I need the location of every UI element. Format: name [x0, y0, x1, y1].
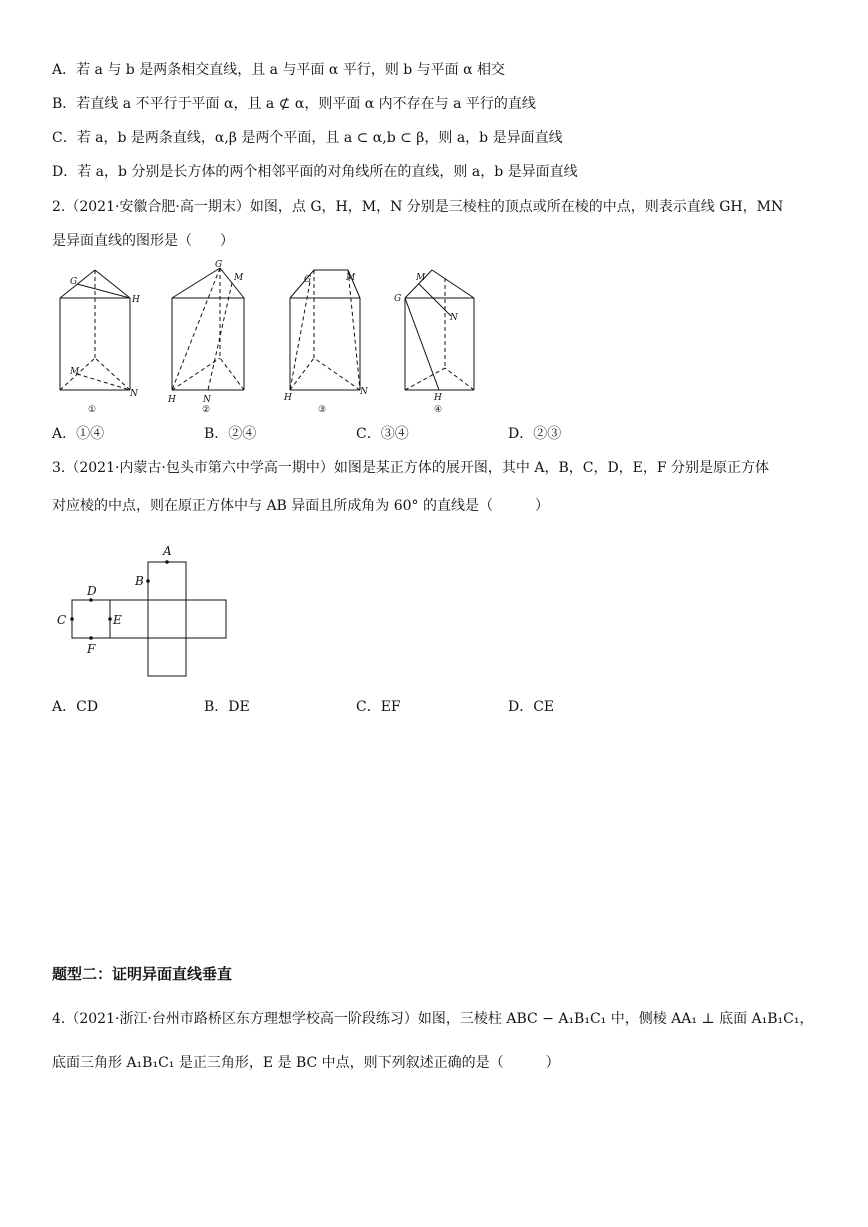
- q2-option-d: D．②③: [508, 426, 562, 442]
- q4-stem-line1: 4.（2021·浙江·台州市路桥区东方理想学校高一阶段练习）如图，三棱柱 ABC − A₁B₁C₁ 中，侧棱 AA₁ ⊥ 底面 A₁B₁C₁，: [52, 1011, 814, 1027]
- fig4-caption: ④: [434, 405, 443, 415]
- q3-cube-net-figure: [54, 540, 234, 680]
- fig1-label-n: N: [130, 389, 138, 399]
- q3-option-c: C．EF: [356, 699, 401, 715]
- net-label-a: A: [163, 544, 172, 558]
- q1-option-a: A．若 a 与 b 是两条相交直线，且 a 与平面 α 平行，则 b 与平面 α 相交: [52, 62, 506, 78]
- fig3-label-g: G: [304, 275, 312, 285]
- fig3-label-n: N: [360, 387, 368, 397]
- q3-option-a: A．CD: [52, 699, 99, 715]
- fig3-label-h: H: [284, 393, 292, 403]
- q2-stem-line1: 2.（2021·安徽合肥·高一期末）如图，点 G，H，M，N 分别是三棱柱的顶点或所在棱的中点，则表示直线 GH，MN: [52, 199, 784, 215]
- q2-option-b: B．②④: [204, 426, 257, 442]
- q4-stem-line2: 底面三角形 A₁B₁C₁ 是正三角形，E 是 BC 中点，则下列叙述正确的是（ ）: [52, 1055, 560, 1071]
- q2-option-a: A．①④: [52, 426, 105, 442]
- q2-stem-line2: 是异面直线的图形是（ ）: [52, 233, 234, 249]
- figure-2: [172, 268, 244, 390]
- fig1-label-m: M: [70, 367, 80, 377]
- fig2-label-n: N: [203, 395, 211, 405]
- q3-stem-line2: 对应棱的中点，则在原正方体中与 AB 异面且所成角为 60° 的直线是（ ）: [52, 498, 550, 514]
- q3-stem-line1: 3.（2021·内蒙古·包头市第六中学高一期中）如图是某正方体的展开图，其中 A，B，C，D，E，F 分别是原正方体: [52, 460, 770, 476]
- fig2-label-h: H: [168, 395, 176, 405]
- fig3-label-m: M: [346, 273, 356, 283]
- fig4-label-n: N: [450, 313, 458, 323]
- fig4-label-g: G: [394, 294, 402, 304]
- fig2-label-m: M: [234, 273, 244, 283]
- q1-option-d: D．若 a，b 分别是长方体的两个相邻平面的对角线所在的直线，则 a，b 是异面直线: [52, 164, 578, 180]
- section-heading: 题型二：证明异面直线垂直: [52, 965, 233, 983]
- q2-prism-figures: [52, 258, 492, 418]
- fig2-caption: ②: [202, 405, 211, 415]
- fig3-caption: ③: [318, 405, 327, 415]
- fig1-label-g: G: [70, 277, 78, 287]
- q3-option-d: D．CE: [508, 699, 555, 715]
- fig1-label-h: H: [132, 295, 140, 305]
- figure-4: [405, 270, 474, 390]
- fig4-label-m: M: [416, 273, 426, 283]
- net-label-e: E: [113, 613, 122, 627]
- net-label-f: F: [87, 642, 96, 656]
- figure-3: [290, 270, 360, 390]
- fig4-label-h: H: [434, 393, 442, 403]
- net-label-d: D: [87, 584, 97, 598]
- fig2-label-g: G: [215, 260, 223, 270]
- fig1-caption: ①: [88, 405, 97, 415]
- q3-option-b: B．DE: [204, 699, 250, 715]
- net-label-b: B: [135, 574, 144, 588]
- net-label-c: C: [57, 613, 67, 627]
- q1-option-c: C．若 a，b 是两条直线，α,β 是两个平面，且 a ⊂ α,b ⊂ β，则 a，b 是异面直线: [52, 130, 563, 146]
- q2-option-c: C．③④: [356, 426, 409, 442]
- q1-option-b: B．若直线 a 不平行于平面 α，且 a ⊄ α，则平面 α 内不存在与 a 平行的直线: [52, 96, 536, 112]
